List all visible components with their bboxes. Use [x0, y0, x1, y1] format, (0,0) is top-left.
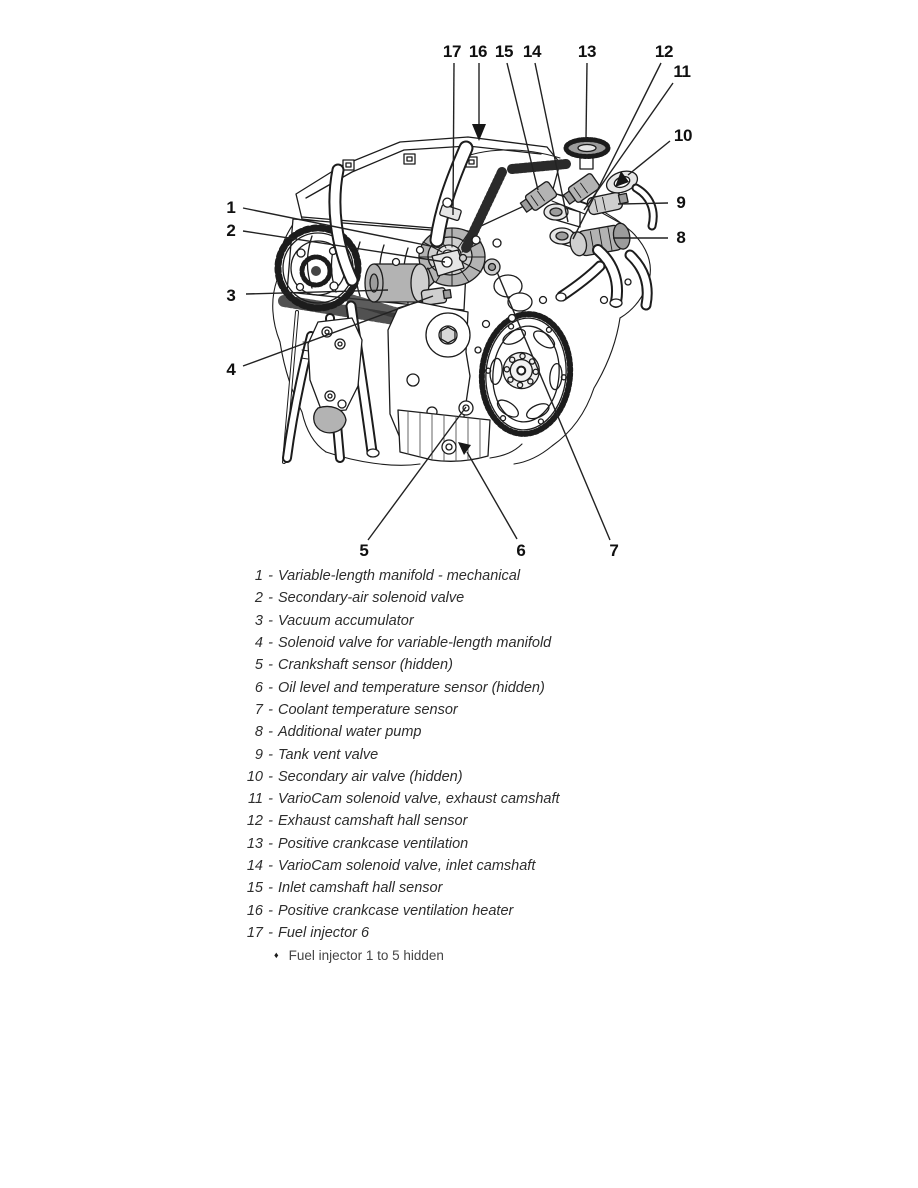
leader-line-17 [453, 63, 454, 215]
legend-item-dash: - [268, 657, 273, 674]
legend-item-number: 13 [246, 835, 263, 852]
legend-item-number: 1 [254, 568, 263, 585]
engine-illustration [273, 137, 653, 465]
legend-item-dash: - [268, 612, 273, 629]
pcv-cap [566, 140, 608, 170]
legend-item-number: 2 [254, 590, 263, 607]
legend-item-dash: - [268, 902, 273, 919]
legend-item-number: 5 [254, 657, 263, 674]
legend-item-4 [241, 632, 560, 654]
legend-item-label: Additional water pump [278, 724, 422, 741]
legend-item-5 [241, 654, 560, 676]
legend-list [241, 565, 560, 966]
legend-item-number: 11 [247, 791, 263, 808]
legend-item-label: VarioCam solenoid valve, exhaust camshaft [278, 791, 560, 808]
legend-item-number: 16 [246, 902, 263, 919]
accessory-bracket [308, 318, 362, 433]
callout-15: 15 [494, 42, 514, 61]
legend-item-13 [241, 833, 560, 855]
legend-item-dash: - [268, 924, 273, 941]
leader-line-10 [628, 141, 670, 175]
legend-item-number: 3 [254, 612, 263, 629]
legend-item-10 [241, 766, 560, 788]
legend-item-7 [241, 699, 560, 721]
legend-note-text: Fuel injector 1 to 5 hidden [288, 947, 444, 963]
callout-12: 12 [654, 42, 674, 61]
legend-item-label: Vacuum accumulator [278, 612, 414, 629]
legend-item-8 [241, 721, 560, 743]
legend-item-number: 17 [246, 924, 263, 941]
legend-item-dash: - [268, 724, 273, 741]
callout-17: 17 [442, 42, 462, 61]
legend-item-dash: - [268, 813, 273, 830]
callout-3: 3 [226, 286, 236, 305]
legend-item-3 [241, 610, 560, 632]
legend-item-15 [241, 877, 560, 899]
callout-10: 10 [673, 126, 693, 145]
legend-item-17 [241, 922, 560, 944]
legend-item-dash: - [268, 858, 273, 874]
callout-4: 4 [226, 360, 236, 379]
legend-item-label: Inlet camshaft hall sensor [278, 880, 443, 897]
legend-item-label: VarioCam solenoid valve, inlet camshaft [278, 858, 536, 874]
legend-item-dash: - [268, 880, 273, 897]
oil-pan [398, 410, 490, 461]
legend-item-16 [241, 899, 560, 921]
legend-item-number: 6 [254, 679, 263, 696]
legend-item-label: Coolant temperature sensor [278, 701, 458, 718]
legend-item-dash: - [268, 835, 273, 852]
vacuum-accumulator [365, 264, 429, 302]
callout-7: 7 [609, 541, 619, 560]
legend-item-dash: - [268, 791, 273, 808]
legend-item-dash: - [268, 590, 273, 607]
legend-item-label: Crankshaft sensor (hidden) [278, 657, 453, 674]
legend-item-number: 15 [246, 880, 263, 897]
legend-note [241, 944, 560, 966]
callout-9: 9 [676, 193, 686, 212]
camshaft-controls-cluster [519, 167, 654, 307]
leader-line-6 [467, 452, 517, 539]
legend-item-1 [241, 565, 560, 587]
legend-item-label: Secondary-air solenoid valve [278, 590, 465, 607]
legend-item-number: 14 [246, 858, 263, 874]
legend-item-label: Oil level and temperature sensor (hidden) [278, 679, 545, 696]
leader-line-9 [618, 203, 668, 204]
flywheel [477, 310, 575, 437]
callout-8: 8 [676, 228, 686, 247]
callout-16: 16 [468, 42, 488, 61]
legend-item-6 [241, 676, 560, 698]
legend-item-number: 8 [254, 724, 263, 741]
leader-line-13 [586, 63, 587, 139]
diamond-bullet-icon: ♦ [274, 950, 279, 961]
legend-item-label: Tank vent valve [278, 746, 379, 763]
legend-item-dash: - [268, 746, 273, 763]
legend-item-label: Exhaust camshaft hall sensor [278, 813, 468, 830]
callout-13: 13 [577, 42, 597, 61]
legend-item-dash: - [268, 635, 273, 652]
legend-item-9 [241, 743, 560, 765]
callout-5: 5 [359, 541, 369, 560]
legend-item-12 [241, 810, 560, 832]
legend-item-number: 12 [246, 813, 263, 830]
callout-6: 6 [516, 541, 526, 560]
legend-item-number: 10 [246, 768, 263, 785]
legend-item-number: 9 [254, 746, 263, 763]
callout-14: 14 [522, 42, 542, 61]
legend-item-dash: - [268, 768, 273, 785]
legend-item-label: Fuel injector 6 [278, 924, 370, 941]
legend-item-label: Positive crankcase ventilation heater [278, 902, 514, 919]
legend-item-label: Secondary air valve (hidden) [278, 768, 463, 785]
callout-11: 11 [673, 62, 691, 81]
legend-item-2 [241, 587, 560, 609]
legend-item-number: 4 [254, 635, 263, 652]
legend-item-14 [241, 855, 560, 877]
coolant-temperature-sensor [484, 259, 532, 311]
legend-item-11 [241, 788, 560, 810]
legend-item-number: 7 [254, 701, 263, 718]
legend-item-label: Positive crankcase ventilation [278, 835, 469, 852]
legend-item-dash: - [268, 568, 273, 585]
callout-2: 2 [226, 221, 236, 240]
legend-item-dash: - [268, 701, 273, 718]
legend-item-label: Variable-length manifold - mechanical [278, 568, 521, 585]
callout-1: 1 [226, 198, 236, 217]
legend-item-dash: - [268, 679, 273, 696]
legend-item-label: Solenoid valve for variable-length manifold [278, 635, 552, 652]
